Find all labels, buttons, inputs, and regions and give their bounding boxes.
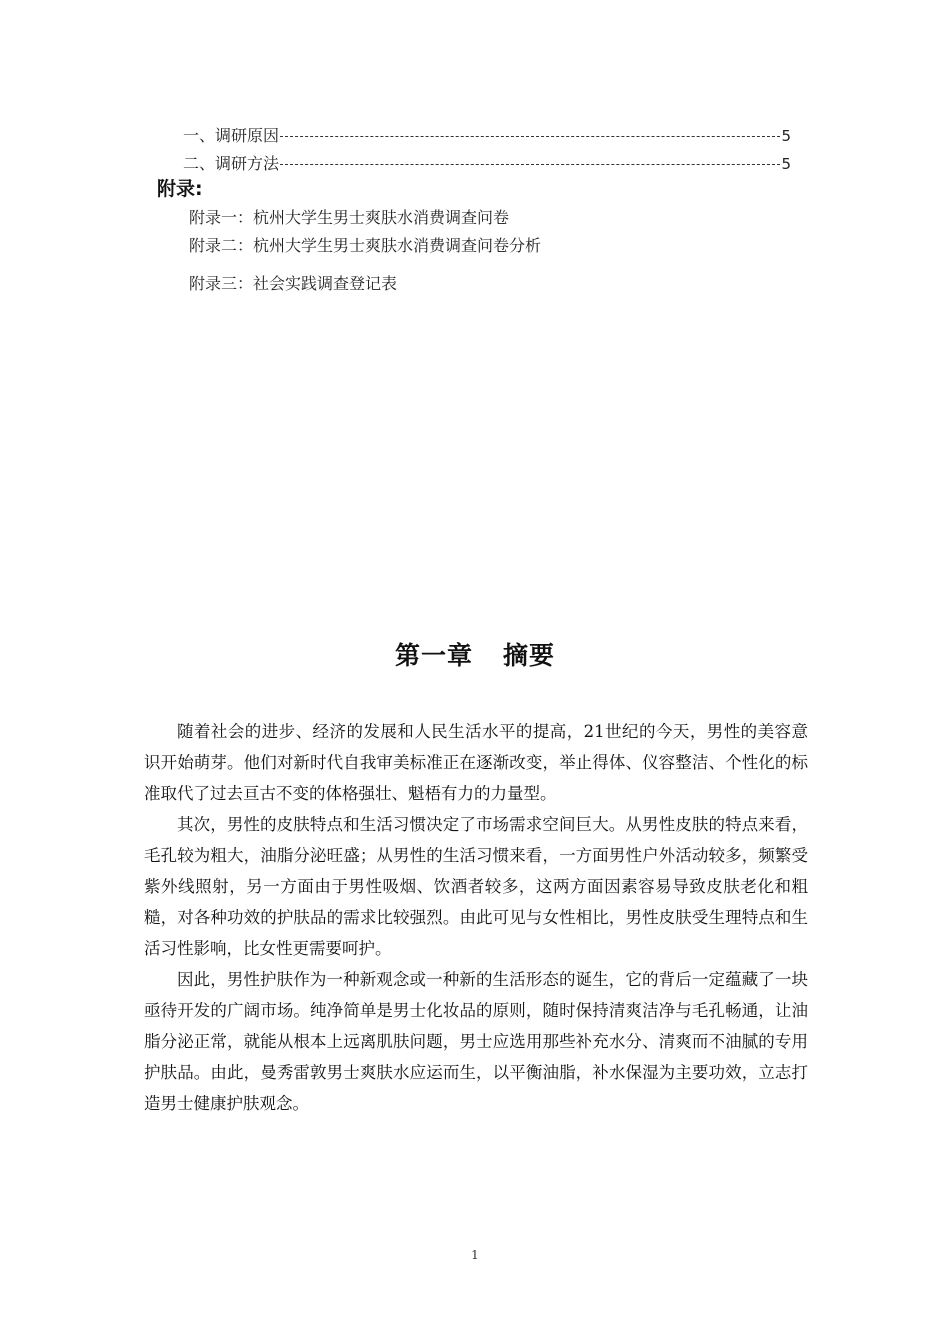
chapter-name: 摘要 [503, 641, 556, 670]
paragraph: 随着社会的进步、经济的发展和人民生活水平的提高，21世纪的今天，男性的美容意识开始萌芽。他们对新时代自我审美标准正在逐渐改变，举止得体、仪容整洁、个性化的标准取代了过去亘古不变的体格强壮、魁梧有力的力量型。 [144, 722, 808, 803]
paragraph: 其次，男性的皮肤特点和生活习惯决定了市场需求空间巨大。从男性皮肤的特点来看，毛孔较为粗大，油脂分泌旺盛；从男性的生活习惯来看，一方面男性户外活动较多，频繁受紫外线照射，另一方面由于男性吸烟、饮酒者较多，这两方面因素容易导致皮肤老化和粗糙，对各种功效的护肤品的需求比较强烈。由此可见与女性相比，男性皮肤受生理特点和生活习性影响，比女性更需要呵护。 [144, 815, 808, 958]
toc-entry-page: 5 [781, 127, 791, 145]
page-number: 1 [471, 1248, 479, 1262]
toc-leader-dashes [280, 135, 780, 137]
body-text [144, 716, 808, 1119]
toc-entry[interactable] [183, 152, 791, 176]
paragraph: 因此，男性护肤作为一种新观念或一种新的生活形态的诞生，它的背后一定蕴藏了一块亟待开发的广阔市场。纯净简单是男士化妆品的原则，随时保持清爽洁净与毛孔畅通，让油脂分泌正常，就能从根本上远离肌肤问题，男士应选用那些补充水分、清爽而不油腻的专用护肤品。由此，曼秀雷敦男士爽肤水应运而生，以平衡油脂，补水保湿为主要功效，立志打造男士健康护肤观念。 [144, 970, 808, 1113]
appendix-item: 附录一：杭州大学生男士爽肤水消费调查问卷 [189, 208, 510, 227]
toc-leader-dashes [280, 163, 780, 165]
appendix-heading: 附录: [157, 178, 203, 200]
chapter-number: 第一章 [394, 641, 473, 670]
toc-entry-page: 5 [781, 155, 791, 173]
chapter-title [0, 636, 950, 672]
toc-entry[interactable] [183, 124, 791, 148]
toc-entry-label: 一、调研原因 [183, 126, 280, 145]
appendix-item: 附录二：杭州大学生男士爽肤水消费调查问卷分析 [189, 236, 542, 255]
appendix-item: 附录三：社会实践调查登记表 [189, 274, 398, 293]
toc-entry-label: 二、调研方法 [183, 154, 280, 173]
